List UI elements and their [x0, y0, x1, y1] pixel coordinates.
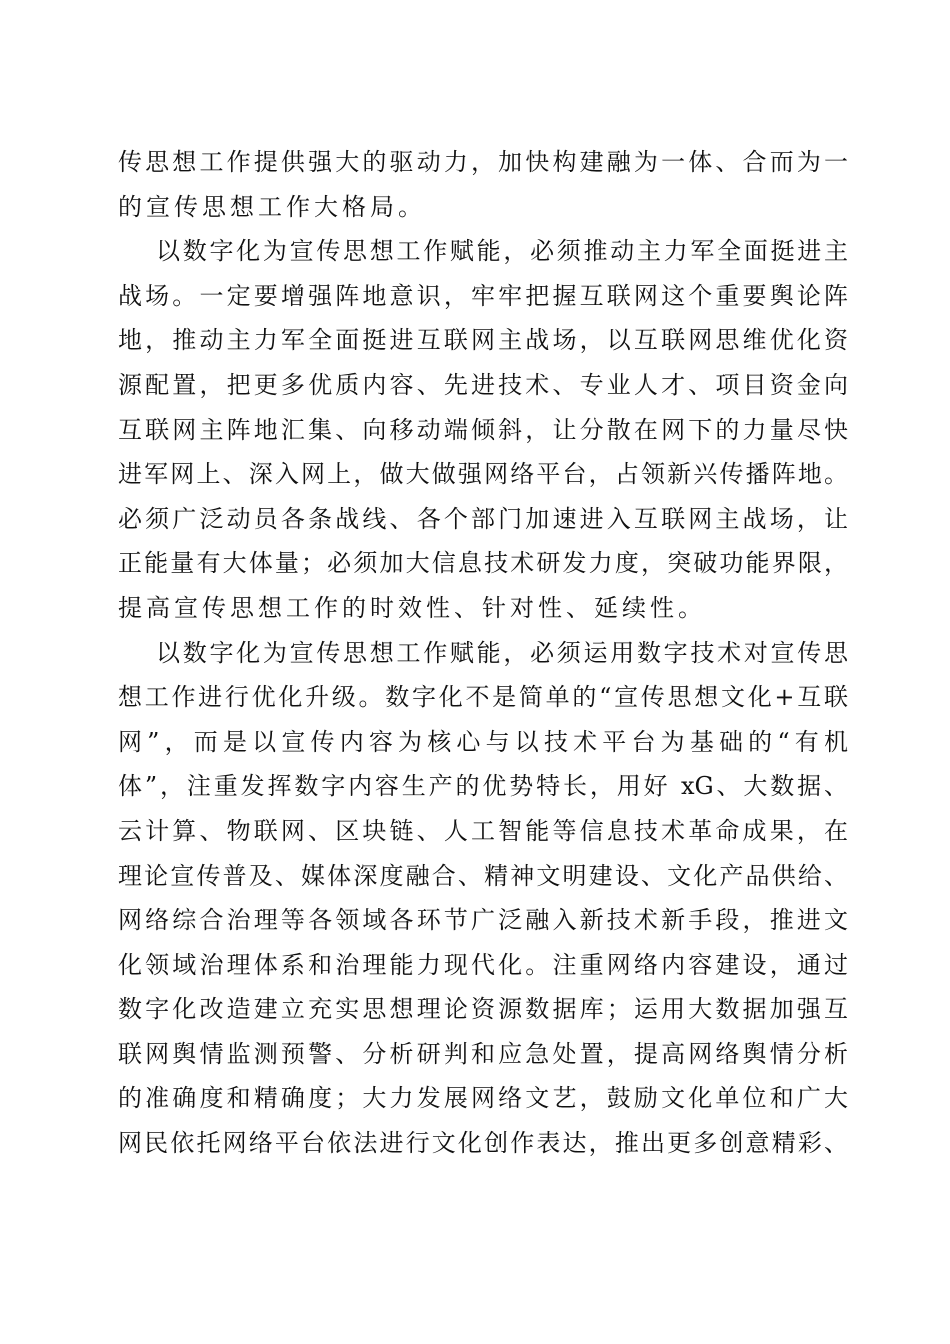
text-line: 网民依托网络平台依法进行文化创作表达，推出更多创意精彩、: [118, 1129, 848, 1158]
body-text: [118, 140, 848, 1166]
text-line: 源配置，把更多优质内容、先进技术、专业人才、项目资金向: [118, 370, 848, 399]
text-line: 进军网上、深入网上，做大做强网络平台，占领新兴传播阵地。: [118, 460, 848, 489]
paragraph-first-line: 以数字化为宣传思想工作赋能，必须推动主力军全面挺进主: [156, 237, 848, 266]
text-line: 联网舆情监测预警、分析研判和应急处置，提高网络舆情分析: [118, 1039, 848, 1068]
text-line: 想工作进行优化升级。数字化不是简单的“宣传思想文化+互联: [118, 683, 848, 712]
text-line: 正能量有大体量；必须加大信息技术研发力度，突破功能界限，: [118, 549, 848, 578]
text-line: 化领域治理体系和治理能力现代化。注重网络内容建设，通过: [118, 950, 848, 979]
text-line: 网络综合治理等各领域各环节广泛融入新技术新手段，推进文: [118, 906, 848, 935]
paragraph-first-line: 以数字化为宣传思想工作赋能，必须运用数字技术对宣传思: [156, 638, 848, 667]
text-line: 提高宣传思想工作的时效性、针对性、延续性。: [118, 593, 706, 622]
text-line: 传思想工作提供强大的驱动力，加快构建融为一体、合而为一: [118, 148, 848, 176]
text-line: 战场。一定要增强阵地意识，牢牢把握互联网这个重要舆论阵: [118, 281, 848, 310]
text-line: 理论宣传普及、媒体深度融合、精神文明建设、文化产品供给、: [118, 861, 848, 890]
text-line: 互联网主阵地汇集、向移动端倾斜，让分散在网下的力量尽快: [118, 415, 848, 444]
text-line: 的宣传思想工作大格局。: [118, 192, 426, 221]
text-line: 网”，而是以宣传内容为核心与以技术平台为基础的“有机: [118, 727, 848, 756]
text-line: 地，推动主力军全面挺进互联网主战场，以互联网思维优化资: [118, 326, 848, 355]
text-line: 数字化改造建立充实思想理论资源数据库；运用大数据加强互: [118, 995, 848, 1024]
text-line: 体”，注重发挥数字内容生产的优势特长，用好 xG、大数据、: [118, 772, 848, 801]
text-line: 云计算、物联网、区块链、人工智能等信息技术革命成果，在: [118, 816, 848, 845]
text-line: 的准确度和精确度；大力发展网络文艺，鼓励文化单位和广大: [118, 1084, 848, 1113]
text-line: 必须广泛动员各条战线、各个部门加速进入互联网主战场，让: [118, 504, 848, 533]
